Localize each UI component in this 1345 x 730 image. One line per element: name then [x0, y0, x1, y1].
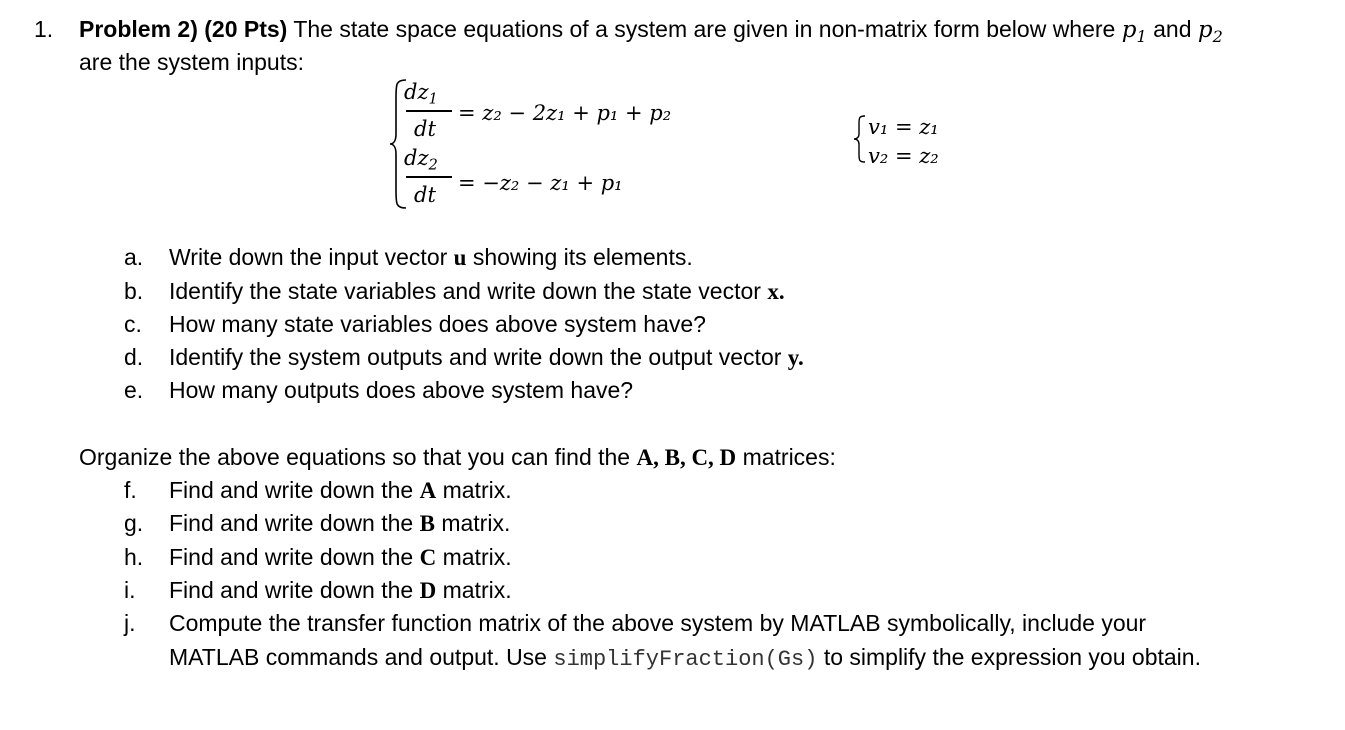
- q-f-text: Find and write down the A matrix.: [169, 477, 512, 503]
- q-a-label: a.: [124, 244, 144, 270]
- q-h-label: h.: [124, 544, 144, 570]
- and-word: and: [1153, 16, 1192, 42]
- problem-number: 1.: [34, 16, 54, 42]
- q-f-label: f.: [124, 477, 137, 503]
- q-c-text: How many state variables does above system have?: [169, 311, 706, 337]
- eq1-denominator: dt: [414, 117, 436, 141]
- eq2-numerator: $dz_2$: [404, 146, 438, 174]
- q-a-text: Write down the input vector u showing its elements.: [169, 244, 693, 270]
- output-brace-icon: [852, 114, 868, 164]
- problem-heading: Problem 2) (20 Pts): [79, 16, 288, 42]
- output-eq1: v₁ = z₁: [868, 115, 939, 139]
- q-b-label: b.: [124, 278, 144, 304]
- q-b-text: Identify the state variables and write down the state vector x.: [169, 278, 785, 304]
- output-eq2: v₂ = z₂: [868, 144, 939, 168]
- q-j-line1: Compute the transfer function matrix of the above system by MATLAB symbolically, include your: [169, 610, 1147, 636]
- q-e-label: e.: [124, 377, 144, 403]
- eq1-rhs: = z₂ − 2z₁ + p₁ + p₂: [458, 101, 672, 125]
- problem-intro-line1: [79, 15, 1223, 44]
- matlab-code: simplifyFraction(Gs): [553, 647, 818, 672]
- intro-text: The state space equations of a system are given in non-matrix form below where: [293, 16, 1116, 42]
- q-d-label: d.: [124, 344, 144, 370]
- q-d-text: Identify the system outputs and write down the output vector y.: [169, 344, 804, 370]
- q-h-text: Find and write down the C matrix.: [169, 544, 512, 570]
- eq1-numerator: $dz_1$: [404, 80, 438, 108]
- q-i-text: Find and write down the D matrix.: [169, 577, 512, 603]
- input-p1: $p_1$: [1121, 17, 1147, 46]
- q-g-label: g.: [124, 510, 144, 536]
- organize-line: Organize the above equations so that you can find the A, B, C, D matrices:: [79, 444, 836, 470]
- eq2-denominator: dt: [414, 183, 436, 207]
- q-j-label: j.: [124, 610, 136, 636]
- q-g-text: Find and write down the B matrix.: [169, 510, 511, 536]
- eq1-fraction-bar: [406, 110, 452, 112]
- input-p2: $p_2$: [1197, 17, 1223, 46]
- q-c-label: c.: [124, 311, 142, 337]
- eq2-fraction-bar: [406, 176, 452, 178]
- eq2-rhs: = −z₂ − z₁ + p₁: [458, 171, 623, 195]
- problem-intro-line2: are the system inputs:: [79, 49, 304, 75]
- q-e-text: How many outputs does above system have?: [169, 377, 634, 403]
- q-i-label: i.: [124, 577, 136, 603]
- q-j-line2: MATLAB commands and output. Use simplifyFraction(Gs) to simplify the expression you obtain.: [169, 644, 1201, 672]
